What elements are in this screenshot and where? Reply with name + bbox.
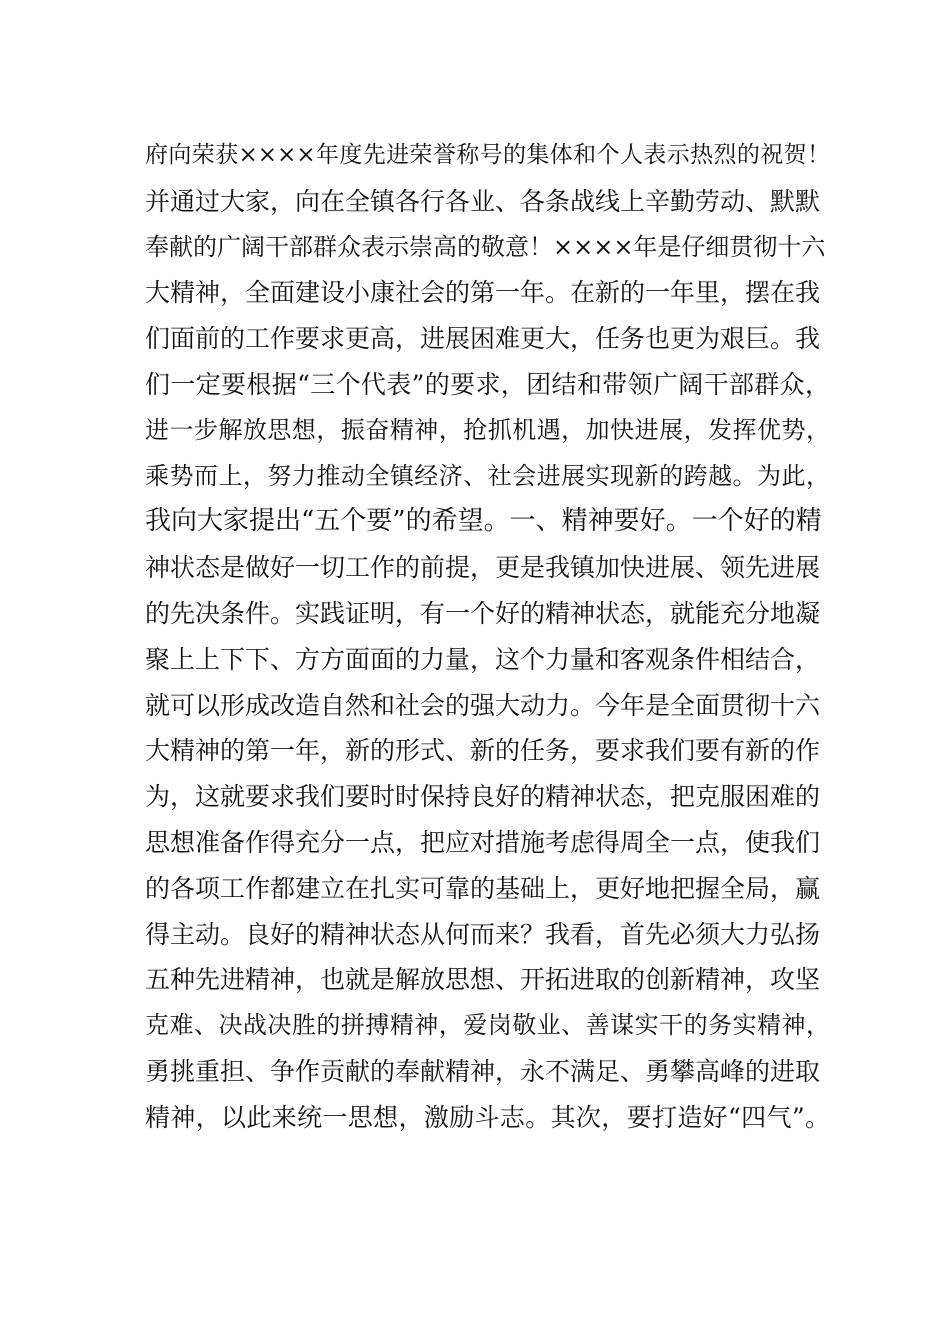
text-line: 神状态是做好一切工作的前提，更是我镇加快进展、领先进展 [145, 553, 821, 583]
text-line: 我向大家提出“五个要”的希望。一、精神要好。一个好的精 [145, 506, 822, 537]
text-line: 乘势而上，努力推动全镇经济、社会进展实现新的跨越。为此， [145, 461, 830, 490]
text-line: 为，这就要求我们要时时保持良好的精神状态，把克服困难的 [145, 782, 821, 812]
text-line: 思想准备作得充分一点，把应对措施考虑得周全一点，使我们 [145, 827, 821, 857]
text-line: 并通过大家，向在全镇各行各业、各条战线上辛勤劳动、默默 [145, 186, 821, 216]
text-line: 的各项工作都建立在扎实可靠的基础上，更好地把握全局，赢 [145, 873, 821, 903]
text-line: 府向荣获××××年度先进荣誉称号的集体和个人表示热烈的祝贺！ [145, 142, 830, 168]
text-line: 勇挑重担、争作贡献的奉献精神，永不满足、勇攀高峰的进取 [145, 1056, 821, 1086]
body-text [145, 133, 830, 1141]
text-line: 聚上上下下、方方面面的力量，这个力量和客观条件相结合， [145, 644, 821, 674]
text-line: 克难、决战决胜的拼搏精神，爱岗敬业、善谋实干的务实精神， [145, 1011, 830, 1040]
text-line: 就可以形成改造自然和社会的强大动力。今年是全面贯彻十六 [145, 690, 821, 720]
text-line: 大精神，全面建设小康社会的第一年。在新的一年里，摆在我 [145, 278, 821, 308]
text-line: 的先决条件。实践证明，有一个好的精神状态，就能充分地凝 [145, 598, 821, 628]
text-line: 得主动。良好的精神状态从何而来？我看，首先必须大力弘扬 [145, 919, 821, 949]
text-line: 奉献的广阔干部群众表示崇高的敬意！××××年是仔细贯彻十六 [145, 232, 826, 261]
text-line: 精神，以此来统一思想，激励斗志。其次，要打造好“四气”。 [145, 1102, 830, 1132]
text-line: 们面前的工作要求更高，进展困难更大，任务也更为艰巨。我 [145, 324, 821, 354]
text-line: 进一步解放思想，振奋精神，抢抓机遇，加快进展，发挥优势， [145, 415, 830, 444]
text-line: 大精神的第一年，新的形式、新的任务，要求我们要有新的作 [145, 736, 821, 766]
text-line: 们一定要根据“三个代表”的要求，团结和带领广阔干部群众， [145, 369, 830, 399]
text-line: 五种先进精神，也就是解放思想、开拓进取的创新精神，攻坚 [145, 965, 821, 995]
